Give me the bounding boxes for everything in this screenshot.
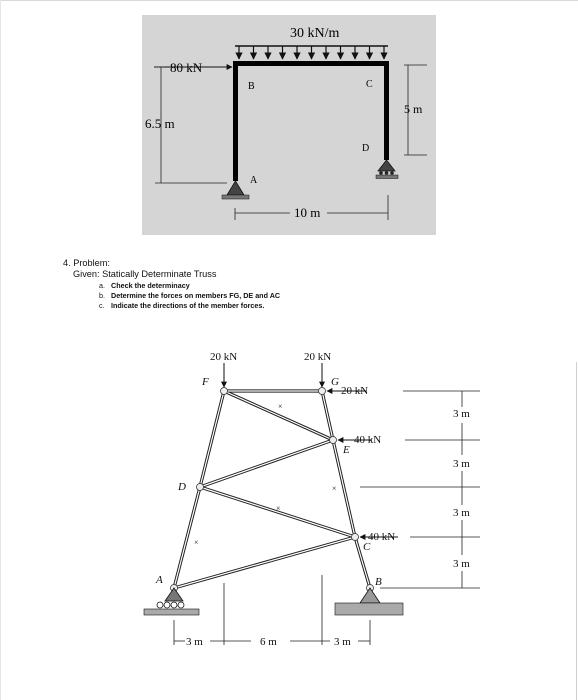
svg-text:×: × [332, 484, 337, 493]
node-label-f: F [202, 376, 209, 388]
problem-heading: 4. Problem: [63, 258, 110, 268]
load-label-f: 20 kN [210, 351, 238, 363]
problem-task [99, 280, 423, 291]
height-dimension-label: 6.5 m [145, 116, 175, 131]
dim-right-4: 3 m [453, 558, 470, 570]
frame-drawing [142, 15, 436, 235]
udl-arrow-group [239, 46, 384, 59]
node-label-c: C [363, 541, 371, 553]
dim-bottom-2: 6 m [260, 636, 277, 648]
load-label-g: 20 kN [304, 351, 332, 363]
dim-right-3: 3 m [453, 507, 470, 519]
node-label-b: B [248, 81, 255, 92]
svg-text:×: × [276, 504, 281, 513]
right-dimension-label: 5 m [404, 102, 423, 116]
load-label-g-horizontal: 20 kN [341, 385, 369, 397]
frame-figure [142, 15, 436, 235]
distributed-load-label: 30 kN/m [290, 26, 340, 41]
node-label-c: C [366, 79, 373, 90]
dim-right-2: 3 m [453, 458, 470, 470]
truss-drawing [140, 345, 485, 655]
dim-bottom-1: 3 m [186, 636, 203, 648]
dim-right-1: 3 m [453, 408, 470, 420]
frame-column-ab [233, 61, 238, 181]
node-label-g: G [331, 376, 339, 388]
point-load-label: 80 kN [170, 60, 203, 75]
task-text: Indicate the directions of the member forces. [111, 301, 265, 311]
truss-figure [140, 345, 485, 655]
node-label-a: A [156, 574, 163, 586]
truss-members [174, 391, 370, 588]
span-dimension-label: 10 m [294, 205, 321, 220]
task-marker: a. [99, 280, 105, 290]
frame-column-cd [384, 61, 389, 160]
task-marker: c. [99, 301, 105, 311]
problem-task [99, 301, 423, 311]
task-text: Check the determinacy [111, 280, 190, 290]
task-marker: b. [99, 291, 105, 301]
load-label-c: 40 kN [368, 531, 396, 543]
page-top-border [0, 0, 578, 1]
frame-beam-bc [233, 61, 389, 66]
task-text: Determine the forces on members FG, DE and AC [111, 291, 281, 301]
roller-support-d [376, 160, 398, 179]
node-label-a: A [250, 175, 258, 186]
node-label-d: D [178, 481, 186, 493]
pin-support-a [222, 181, 249, 199]
node-label-d: D [362, 143, 370, 154]
page-right-border [576, 362, 577, 700]
problem-given: Given: Statically Determinate Truss [73, 269, 217, 280]
svg-text:×: × [194, 538, 199, 547]
problem-task-list [63, 281, 423, 312]
svg-text:×: × [278, 402, 283, 411]
problem-statement [63, 258, 423, 311]
dim-bottom-3: 3 m [334, 636, 351, 648]
node-label-e: E [343, 444, 350, 456]
support-b [335, 588, 403, 615]
node-label-b: B [375, 576, 382, 588]
problem-task [99, 291, 423, 301]
load-label-e: 40 kN [354, 434, 382, 446]
page-left-border [0, 0, 1, 700]
support-a [144, 588, 199, 615]
